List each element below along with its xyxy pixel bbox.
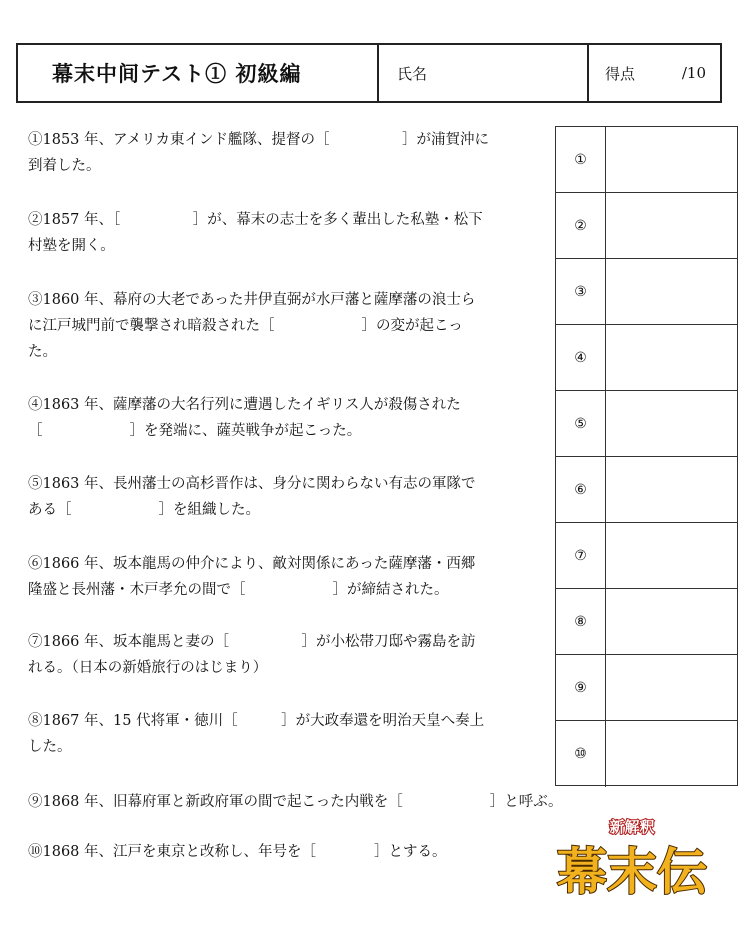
test-title: 幕末中间テスト① 初級編 bbox=[18, 45, 379, 101]
answer-box[interactable] bbox=[606, 193, 737, 258]
score-field[interactable] bbox=[589, 45, 720, 101]
answer-number: ⑨ bbox=[556, 655, 606, 720]
bakumatsuden-logo bbox=[540, 815, 725, 900]
question-1: ①1853 年、アメリカ東インド艦隊、提督の［ ］が浦賀沖に 到着した。 bbox=[28, 132, 489, 174]
name-label: 氏名 bbox=[397, 64, 428, 83]
answer-number: ④ bbox=[556, 325, 606, 390]
question-5: ⑤1863 年、長州藩士の高杉晋作は、身分に関わらない有志の軍隊で ある［ ］を組織した。 bbox=[28, 476, 476, 518]
answer-box[interactable] bbox=[606, 721, 737, 787]
name-field[interactable] bbox=[379, 45, 589, 101]
question-4: ④1863 年、薩摩藩の大名行列に遭遇したイギリス人が殺傷された ［ ］を発端に、薩英戦争が起こった。 bbox=[28, 397, 461, 439]
answer-row bbox=[556, 325, 737, 391]
question-8: ⑧1867 年、15 代将軍・徳川［ ］が大政奉還を明治天皇へ奏上 した。 bbox=[28, 713, 485, 755]
question-10: ⑩1868 年、江戸を東京と改称し、年号を［ ］とする。 bbox=[28, 844, 447, 860]
answer-row bbox=[556, 523, 737, 589]
answer-number: ① bbox=[556, 127, 606, 192]
answer-number: ⑤ bbox=[556, 391, 606, 456]
answer-box[interactable] bbox=[606, 589, 737, 654]
answer-box[interactable] bbox=[606, 655, 737, 720]
answer-box[interactable] bbox=[606, 523, 737, 588]
answer-table bbox=[555, 126, 738, 786]
answer-row bbox=[556, 259, 737, 325]
question-3: ③1860 年、幕府の大老であった井伊直弼が水戸藩と薩摩藩の浪士ら に江戸城門前で襲撃され暗殺された［ ］の変が起こっ た。 bbox=[28, 292, 476, 360]
answer-row bbox=[556, 589, 737, 655]
answer-box[interactable] bbox=[606, 325, 737, 390]
answer-number: ⑧ bbox=[556, 589, 606, 654]
answer-number: ③ bbox=[556, 259, 606, 324]
test-header bbox=[16, 43, 722, 103]
answer-number: ⑥ bbox=[556, 457, 606, 522]
answer-row bbox=[556, 391, 737, 457]
answer-row bbox=[556, 721, 737, 787]
answer-box[interactable] bbox=[606, 391, 737, 456]
answer-number: ② bbox=[556, 193, 606, 258]
logo-title: 幕末伝 bbox=[557, 842, 707, 900]
answer-row bbox=[556, 655, 737, 721]
answer-box[interactable] bbox=[606, 457, 737, 522]
answer-number: ⑩ bbox=[556, 721, 606, 787]
answer-row bbox=[556, 457, 737, 523]
question-6: ⑥1866 年、坂本龍馬の仲介により、敵対関係にあった薩摩藩・西郷 隆盛と長州藩・木戸孝允の間で［ ］が締結された。 bbox=[28, 556, 476, 598]
question-9: ⑨1868 年、旧幕府軍と新政府軍の間で起こった内戦を［ ］と呼ぶ。 bbox=[28, 794, 563, 810]
score-label: 得点 bbox=[605, 64, 636, 83]
score-total: /10 bbox=[681, 64, 706, 82]
logo-subtitle: 新解釈 bbox=[609, 818, 655, 836]
answer-row bbox=[556, 127, 737, 193]
question-7: ⑦1866 年、坂本龍馬と妻の［ ］が小松帯刀邸や霧島を訪 れる。（日本の新婚旅行のはじまり） bbox=[28, 634, 476, 676]
answer-number: ⑦ bbox=[556, 523, 606, 588]
answer-box[interactable] bbox=[606, 127, 737, 192]
question-2: ②1857 年、［ ］が、幕末の志士を多く輩出した私塾・松下 村塾を開く。 bbox=[28, 212, 483, 254]
answer-row bbox=[556, 193, 737, 259]
answer-box[interactable] bbox=[606, 259, 737, 324]
